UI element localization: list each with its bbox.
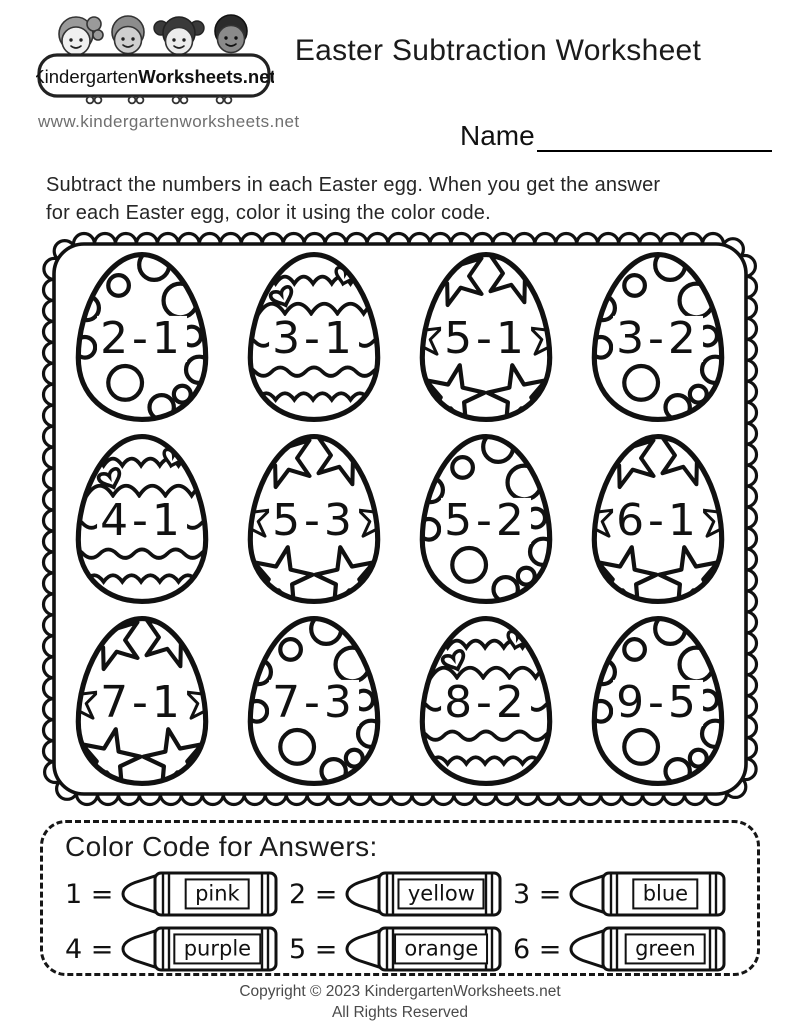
egg-problem: 3-2 xyxy=(613,316,703,362)
rights-line: All Rights Reserved xyxy=(331,1003,469,1021)
egg-board xyxy=(40,230,760,808)
egg-cell xyxy=(583,430,733,608)
instructions-line2: for each Easter egg, color it using the color code. xyxy=(46,201,491,224)
egg-problem: 9-5 xyxy=(613,680,703,726)
crayon-icon xyxy=(120,924,280,974)
color-code-item xyxy=(65,870,289,918)
egg-problem: 6-1 xyxy=(613,498,703,544)
name-label: Name xyxy=(460,120,535,151)
name-row xyxy=(460,120,772,152)
crayon-color-label: orange xyxy=(394,933,488,964)
answer-number: 1 = xyxy=(65,878,114,910)
name-blank-line xyxy=(537,122,772,152)
egg-problem: 5-3 xyxy=(269,498,359,544)
crayon-icon xyxy=(344,869,504,919)
crayon-icon xyxy=(568,869,728,919)
crayon-grid xyxy=(65,870,737,973)
crayon-color-label: blue xyxy=(633,878,698,909)
site-url: www.kindergartenworksheets.net xyxy=(38,112,300,131)
answer-number: 4 = xyxy=(65,933,114,965)
crayon-icon xyxy=(120,869,280,919)
color-code-item xyxy=(513,870,737,918)
egg-problem: 3-1 xyxy=(269,316,359,362)
egg-cell xyxy=(239,248,389,426)
egg-cell xyxy=(411,248,561,426)
egg-cell xyxy=(411,612,561,790)
page-title: Easter Subtraction Worksheet xyxy=(294,34,702,67)
answer-number: 5 = xyxy=(289,933,338,965)
egg-cell xyxy=(67,248,217,426)
egg-cell xyxy=(67,612,217,790)
crayon-icon xyxy=(344,924,504,974)
color-code-item xyxy=(289,870,513,918)
instructions xyxy=(46,172,766,227)
answer-number: 6 = xyxy=(513,933,562,965)
egg-problem: 4-1 xyxy=(97,498,187,544)
copyright-line: Copyright © 2023 KindergartenWorksheets.net xyxy=(239,983,561,1000)
crayon-icon xyxy=(568,924,728,974)
color-code-box xyxy=(40,820,760,976)
egg-problem: 8-2 xyxy=(441,680,531,726)
egg-problem: 5-2 xyxy=(441,498,531,544)
instructions-line1: Subtract the numbers in each Easter egg. When you get the answer xyxy=(46,174,661,196)
egg-cell xyxy=(583,248,733,426)
logo-text: KindergartenWorksheets.net xyxy=(36,66,274,87)
hand-curls-icon xyxy=(87,97,232,104)
egg-grid xyxy=(56,246,744,792)
color-code-item xyxy=(65,925,289,973)
kids-logo-icon xyxy=(36,8,274,108)
site-logo xyxy=(36,8,274,113)
egg-problem: 2-1 xyxy=(97,316,187,362)
crayon-color-label: green xyxy=(625,933,706,964)
egg-problem: 7-3 xyxy=(269,680,359,726)
egg-cell xyxy=(239,612,389,790)
egg-cell xyxy=(583,612,733,790)
crayon-color-label: purple xyxy=(174,933,261,964)
egg-cell xyxy=(239,430,389,608)
color-code-item xyxy=(289,925,513,973)
egg-problem: 5-1 xyxy=(441,316,531,362)
crayon-color-label: yellow xyxy=(398,878,485,909)
color-code-heading: Color Code for Answers: xyxy=(65,831,378,862)
footer xyxy=(0,982,800,1024)
color-code-item xyxy=(513,925,737,973)
answer-number: 3 = xyxy=(513,878,562,910)
egg-cell xyxy=(67,430,217,608)
answer-number: 2 = xyxy=(289,878,338,910)
egg-problem: 7-1 xyxy=(97,680,187,726)
egg-cell xyxy=(411,430,561,608)
crayon-color-label: pink xyxy=(185,878,250,909)
